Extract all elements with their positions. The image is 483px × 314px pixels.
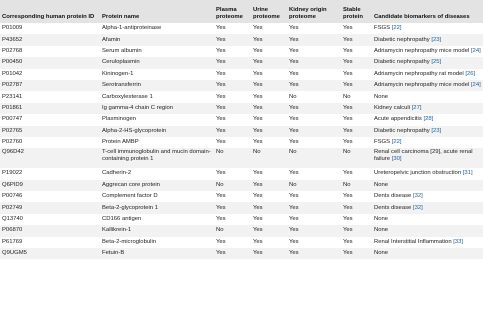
- table-row: [0, 148, 483, 168]
- biomarker-cell: [372, 57, 483, 68]
- urine-proteome-cell: Yes: [253, 25, 263, 32]
- citation-link[interactable]: [23]: [431, 36, 442, 43]
- table-row: [0, 91, 483, 102]
- header-kidney-origin-proteome: Kidney origin proteome: [287, 0, 341, 23]
- protein-name-cell: Serotransferrin: [100, 80, 214, 91]
- kidney-origin-cell: Yes: [289, 139, 299, 146]
- biomarker-text: Adriamycin nephropathy mice model: [374, 47, 470, 54]
- kidney-origin-cell: Yes: [287, 202, 341, 213]
- stable-protein-cell: Yes: [343, 47, 353, 54]
- stable-protein-cell: Yes: [343, 70, 353, 77]
- kidney-origin-cell: Yes: [287, 248, 341, 259]
- citation-link[interactable]: [32]: [412, 193, 423, 200]
- citation-link[interactable]: [28]: [423, 116, 434, 123]
- table-row: [0, 180, 483, 191]
- biomarker-cell: [372, 126, 483, 137]
- table-row: [0, 126, 483, 137]
- biomarker-cell: [372, 34, 483, 45]
- biomarker-text: FSGS: [374, 25, 391, 32]
- biomarker-cell: [372, 237, 483, 248]
- plasma-proteome-cell: Yes: [214, 248, 251, 259]
- table-row: [0, 202, 483, 213]
- plasma-proteome-cell: Yes: [214, 57, 251, 68]
- biomarker-cell: [372, 69, 483, 80]
- urine-proteome-cell: Yes: [251, 34, 287, 45]
- table-row: [0, 248, 483, 259]
- biomarker-text: Dents disease: [374, 193, 412, 200]
- protein-name-cell: Beta-2-glycoprotein 1: [100, 202, 214, 213]
- stable-protein-cell: Yes: [341, 103, 372, 114]
- citation-link[interactable]: [30]: [391, 156, 402, 163]
- stable-protein-cell: Yes: [343, 25, 353, 32]
- biomarker-cell: [372, 114, 483, 125]
- urine-proteome-cell: No: [251, 148, 287, 168]
- table-row: [0, 46, 483, 57]
- protein-name-cell: Kininogen-1: [102, 70, 134, 77]
- table-body: [0, 23, 483, 259]
- urine-proteome-cell: Yes: [253, 47, 263, 54]
- table-row: [0, 69, 483, 80]
- biomarker-text: Kidney calculi: [374, 104, 411, 111]
- protein-id-cell: P01009: [2, 25, 23, 32]
- protein-id-cell: P01042: [2, 70, 23, 77]
- protein-name-cell: Ceruloplasmin: [100, 57, 214, 68]
- plasma-proteome-cell: Yes: [216, 170, 226, 177]
- protein-name-cell: Plasminogen: [102, 116, 137, 123]
- stable-protein-cell: No: [341, 148, 372, 168]
- stable-protein-cell: Yes: [343, 170, 353, 177]
- protein-id-cell: Q13740: [2, 216, 23, 223]
- protein-name-cell: Ig gamma-4 chain C region: [100, 103, 214, 114]
- protein-name-cell: Serum albumin: [102, 47, 142, 54]
- biomarker-text: Adriamycin nephropathy rat model: [374, 70, 464, 77]
- protein-id-cell: Q9UGM5: [0, 248, 100, 259]
- protein-name-cell: T-cell immunoglobulin and mucin domain-containing protein 1: [100, 148, 214, 168]
- protein-name-cell: Beta-2-microglobulin: [102, 238, 157, 245]
- biomarker-cell: [372, 80, 483, 91]
- stable-protein-cell: Yes: [341, 80, 372, 91]
- plasma-proteome-cell: Yes: [216, 116, 226, 123]
- plasma-proteome-cell: Yes: [216, 193, 226, 200]
- stable-protein-cell: No: [341, 180, 372, 191]
- stable-protein-cell: Yes: [343, 238, 353, 245]
- citation-link[interactable]: [33]: [453, 238, 464, 245]
- urine-proteome-cell: Yes: [251, 80, 287, 91]
- biomarker-text: Ureteropelvic junction obstruction: [374, 170, 462, 177]
- kidney-origin-cell: Yes: [287, 103, 341, 114]
- protein-id-cell: Q96D42: [0, 148, 100, 168]
- kidney-origin-cell: Yes: [289, 116, 299, 123]
- urine-proteome-cell: Yes: [253, 93, 263, 100]
- kidney-origin-cell: Yes: [287, 57, 341, 68]
- protein-name-cell: Cadherin-2: [102, 170, 132, 177]
- stable-protein-cell: Yes: [341, 57, 372, 68]
- biomarker-cell: [372, 103, 483, 114]
- biomarker-text: None: [374, 250, 389, 257]
- biomarker-text: Diabetic nephropathy: [374, 59, 430, 66]
- citation-link[interactable]: [24]: [470, 47, 481, 54]
- biomarker-cell: [372, 168, 483, 179]
- protein-name-cell: Alpha-1-antiproteinase: [102, 25, 162, 32]
- table-row: [0, 214, 483, 225]
- citation-link[interactable]: [27]: [411, 104, 422, 111]
- urine-proteome-cell: Yes: [251, 57, 287, 68]
- stable-protein-cell: Yes: [341, 126, 372, 137]
- stable-protein-cell: Yes: [343, 116, 353, 123]
- table-row: [0, 237, 483, 248]
- table-row: [0, 114, 483, 125]
- kidney-origin-cell: Yes: [289, 193, 299, 200]
- protein-name-cell: Afamin: [100, 34, 214, 45]
- table-row: [0, 23, 483, 34]
- biomarker-text: Dents disease: [374, 204, 412, 211]
- kidney-origin-cell: Yes: [289, 170, 299, 177]
- citation-link[interactable]: [23]: [431, 127, 442, 134]
- table-row: [0, 168, 483, 179]
- kidney-origin-cell: No: [287, 180, 341, 191]
- protein-id-cell: P02765: [0, 126, 100, 137]
- plasma-proteome-cell: Yes: [216, 216, 226, 223]
- table-row: [0, 191, 483, 202]
- plasma-proteome-cell: No: [214, 148, 251, 168]
- citation-link[interactable]: [25]: [431, 59, 442, 66]
- urine-proteome-cell: Yes: [251, 126, 287, 137]
- plasma-proteome-cell: Yes: [216, 238, 226, 245]
- table-row: [0, 225, 483, 236]
- biomarker-cell: [372, 148, 483, 168]
- protein-id-cell: P02768: [2, 47, 23, 54]
- biomarker-text: None: [374, 181, 389, 188]
- protein-id-cell: P00450: [0, 57, 100, 68]
- protein-name-cell: Aggrecan core protein: [100, 180, 214, 191]
- biomarker-text: FSGS: [374, 139, 391, 146]
- protein-id-cell: P02787: [0, 80, 100, 91]
- stable-protein-cell: Yes: [343, 139, 353, 146]
- urine-proteome-cell: Yes: [251, 180, 287, 191]
- biomarker-text: Renal Interstitial Inflammation: [374, 238, 452, 245]
- biomarker-cell: [372, 23, 483, 34]
- protein-name-cell: CD166 antigen: [102, 216, 142, 223]
- biomarker-cell: [372, 137, 483, 148]
- protein-name-cell: Fetuin-B: [100, 248, 214, 259]
- biomarker-cell: [372, 46, 483, 57]
- urine-proteome-cell: Yes: [253, 70, 263, 77]
- stable-protein-cell: Yes: [341, 248, 372, 259]
- protein-id-cell: P06870: [0, 225, 100, 236]
- biomarker-cell: [372, 248, 483, 259]
- citation-link[interactable]: [26]: [465, 70, 476, 77]
- protein-id-cell: P00747: [2, 116, 23, 123]
- table-row: [0, 80, 483, 91]
- protein-name-cell: Alpha-2-HS-glycoprotein: [100, 126, 214, 137]
- citation-link[interactable]: [31]: [462, 170, 473, 177]
- header-row: [0, 0, 483, 23]
- stable-protein-cell: Yes: [341, 225, 372, 236]
- plasma-proteome-cell: Yes: [216, 70, 226, 77]
- biomarker-cell: [372, 202, 483, 213]
- protein-id-cell: P01861: [0, 103, 100, 114]
- protein-name-cell: Protein AMBP: [102, 139, 139, 146]
- kidney-origin-cell: Yes: [289, 25, 299, 32]
- urine-proteome-cell: Yes: [251, 225, 287, 236]
- protein-id-cell: P02760: [2, 139, 23, 146]
- citation-link[interactable]: [32]: [412, 204, 423, 211]
- citation-link[interactable]: [22]: [391, 25, 402, 32]
- urine-proteome-cell: Yes: [253, 238, 263, 245]
- plasma-proteome-cell: Yes: [214, 202, 251, 213]
- urine-proteome-cell: Yes: [253, 170, 263, 177]
- stable-protein-cell: Yes: [343, 216, 353, 223]
- kidney-origin-cell: No: [289, 93, 297, 100]
- protein-id-cell: P61769: [2, 238, 23, 245]
- header-candidate-biomarkers: Candidate biomarkers of diseases: [372, 0, 483, 23]
- protein-name-cell: Carboxylesterase 1: [102, 93, 153, 100]
- biomarker-text: None: [374, 216, 389, 223]
- plasma-proteome-cell: No: [214, 225, 251, 236]
- kidney-origin-cell: Yes: [289, 47, 299, 54]
- urine-proteome-cell: Yes: [253, 216, 263, 223]
- header-plasma-proteome: Plasma proteome: [214, 0, 251, 23]
- header-protein-id: Corresponding human protein ID: [0, 0, 100, 23]
- plasma-proteome-cell: Yes: [214, 103, 251, 114]
- plasma-proteome-cell: Yes: [216, 47, 226, 54]
- table-row: [0, 103, 483, 114]
- plasma-proteome-cell: Yes: [214, 34, 251, 45]
- protein-id-cell: P23141: [2, 93, 23, 100]
- kidney-origin-cell: Yes: [287, 34, 341, 45]
- biomarker-text: Diabetic nephropathy: [374, 127, 430, 134]
- stable-protein-cell: Yes: [341, 34, 372, 45]
- plasma-proteome-cell: Yes: [214, 80, 251, 91]
- header-protein-name: Protein name: [100, 0, 214, 23]
- plasma-proteome-cell: Yes: [216, 93, 226, 100]
- biomarker-text: Acute appendicitis: [374, 116, 422, 123]
- plasma-proteome-cell: No: [214, 180, 251, 191]
- biomarker-text: Renal cell carcinoma [29], acute renal failure: [374, 149, 473, 163]
- biomarker-cell: [372, 191, 483, 202]
- biomarker-text: None: [374, 227, 389, 234]
- table-row: [0, 34, 483, 45]
- protein-id-cell: P02749: [0, 202, 100, 213]
- protein-id-cell: Q6PID9: [0, 180, 100, 191]
- table-row: [0, 137, 483, 148]
- biomarker-text: Adriamycin nephropathy mice model: [374, 82, 470, 89]
- biomarker-cell: [372, 225, 483, 236]
- header-urine-proteome: Urine proteome: [251, 0, 287, 23]
- protein-id-cell: P00746: [2, 193, 23, 200]
- kidney-origin-cell: Yes: [289, 70, 299, 77]
- urine-proteome-cell: Yes: [251, 248, 287, 259]
- protein-id-cell: P19022: [2, 170, 23, 177]
- stable-protein-cell: Yes: [343, 193, 353, 200]
- header-stable-protein: Stable protein: [341, 0, 372, 23]
- citation-link[interactable]: [24]: [470, 82, 481, 89]
- plasma-proteome-cell: Yes: [216, 25, 226, 32]
- kidney-origin-cell: Yes: [289, 216, 299, 223]
- urine-proteome-cell: Yes: [253, 139, 263, 146]
- urine-proteome-cell: Yes: [253, 193, 263, 200]
- urine-proteome-cell: Yes: [253, 116, 263, 123]
- biomarker-text: Diabetic nephropathy: [374, 36, 430, 43]
- urine-proteome-cell: Yes: [251, 103, 287, 114]
- protein-id-cell: P43652: [0, 34, 100, 45]
- biomarker-cell: [372, 214, 483, 225]
- biomarker-cell: [372, 91, 483, 102]
- plasma-proteome-cell: Yes: [214, 126, 251, 137]
- table-row: [0, 57, 483, 68]
- stable-protein-cell: No: [343, 93, 351, 100]
- protein-name-cell: Complement factor D: [102, 193, 158, 200]
- kidney-origin-cell: Yes: [289, 238, 299, 245]
- stable-protein-cell: Yes: [341, 202, 372, 213]
- kidney-origin-cell: Yes: [287, 126, 341, 137]
- kidney-origin-cell: Yes: [287, 225, 341, 236]
- plasma-proteome-cell: Yes: [216, 139, 226, 146]
- citation-link[interactable]: [22]: [391, 139, 402, 146]
- urine-proteome-cell: Yes: [251, 202, 287, 213]
- biomarker-cell: [372, 180, 483, 191]
- kidney-origin-cell: No: [287, 148, 341, 168]
- biomarker-text: None: [374, 93, 389, 100]
- table-header: [0, 0, 483, 23]
- kidney-origin-cell: Yes: [287, 80, 341, 91]
- protein-name-cell: Kallikrein-1: [100, 225, 214, 236]
